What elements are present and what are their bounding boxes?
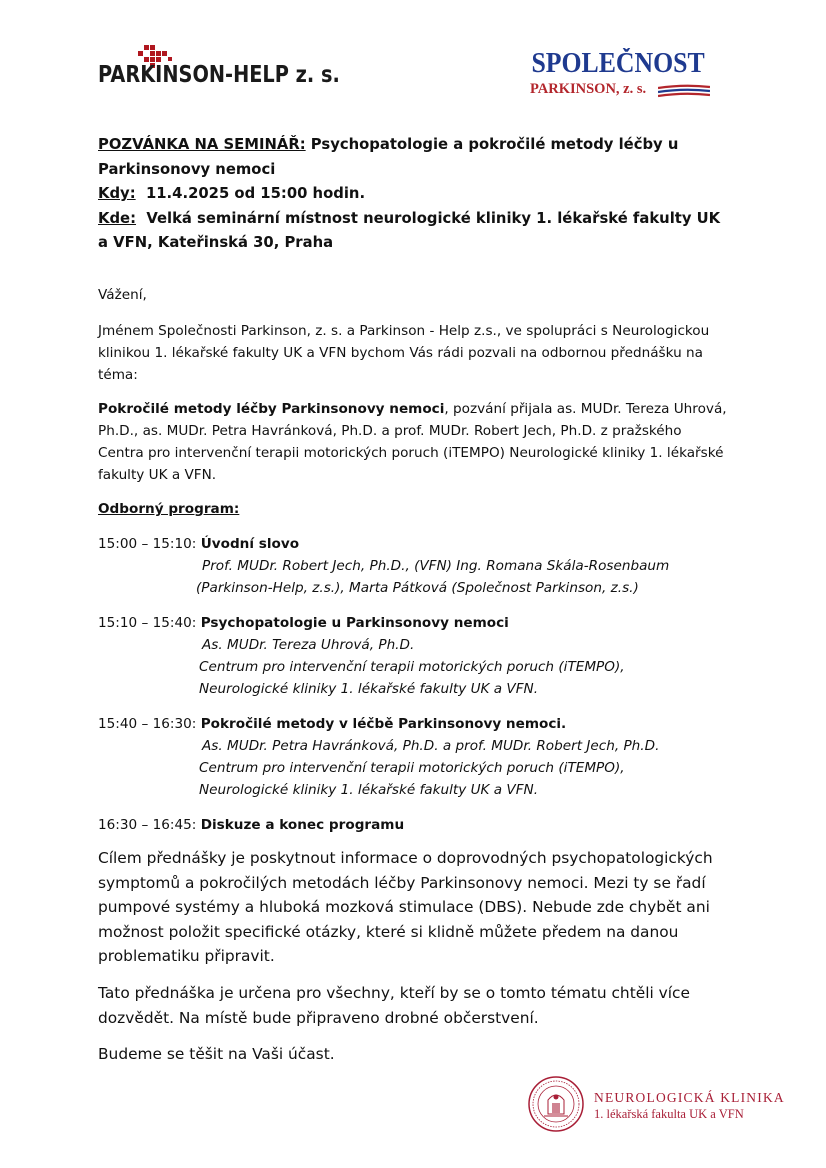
invitation-when bbox=[98, 182, 728, 207]
topic-paragraph bbox=[98, 398, 728, 486]
invitation-where bbox=[98, 207, 728, 256]
invitation-label: POZVÁNKA NA SEMINÁŘ: bbox=[98, 136, 306, 153]
program-item bbox=[98, 533, 728, 599]
program-title: Diskuze a konec programu bbox=[200, 816, 405, 833]
when-label: Kdy: bbox=[98, 185, 136, 203]
program-heading-text: Odborný program: bbox=[98, 500, 240, 517]
neurologicka-klinika-logo bbox=[528, 1076, 785, 1132]
program-time: 15:00 – 15:10: bbox=[98, 535, 197, 552]
invitation-title: Psychopatologie a pokročilé metody léčby u Parkinsonovy nemoci bbox=[98, 136, 679, 178]
intro-paragraph: Jménem Společnosti Parkinson, z. s. a Parkinson - Help z.s., ve spolupráci s Neurologickou klinikou 1. lékařské fakulty UK a VFN bychom Vás rádi pozvali na odbornou přednášku na téma: bbox=[98, 322, 710, 383]
invitation-title-line bbox=[98, 133, 728, 182]
greeting: Vážení, bbox=[98, 286, 147, 303]
program-detail-line: (Parkinson-Help, z.s.), Marta Pátková (Společnost Parkinson, z.s.) bbox=[196, 579, 639, 596]
parkinson-help-logo-text: PARKINSON-HELP z. s. bbox=[98, 62, 340, 88]
program-title: Úvodní slovo bbox=[200, 535, 300, 552]
where-value: Velká seminární místnost neurologické kliniky 1. lékařské fakulty UK a VFN, Kateřinská 30, Praha bbox=[98, 209, 721, 252]
spolecnost-parkinson-logo bbox=[524, 48, 710, 100]
program-title: Pokročilé metody v léčbě Parkinsonovy nemoci. bbox=[200, 715, 567, 732]
program-item bbox=[98, 612, 728, 700]
program-time: 15:10 – 15:40: bbox=[98, 614, 197, 631]
program-time: 15:40 – 16:30: bbox=[98, 715, 197, 732]
program-item bbox=[98, 814, 728, 836]
audience-paragraph: Tato přednáška je určena pro všechny, kteří by se o tomto tématu chtěli více dozvědět. Na místě bude připraveno drobné občerstvení. bbox=[98, 983, 690, 1027]
topic-rest: , pozvání přijala as. MUDr. Tereza Uhrová, Ph.D., as. MUDr. Petra Havránková, Ph.D. a prof. MUDr. Robert Jech, Ph.D. z pražského Centra pro intervenční terapii motorických poruch (iTEMPO) Neurologické kliniky 1. lékařské fakulty UK a VFN. bbox=[98, 400, 727, 483]
program-detail-line: Centrum pro intervenční terapii motorických poruch (iTEMPO), bbox=[199, 658, 625, 675]
closing-line: Budeme se těšit na Vaši účast. bbox=[98, 1045, 335, 1064]
program-detail-line: Prof. MUDr. Robert Jech, Ph.D., (VFN) Ing. Romana Skála-Rosenbaum bbox=[202, 557, 670, 574]
program-list bbox=[98, 533, 728, 836]
parkinson-help-logo bbox=[98, 44, 340, 100]
invitation-header bbox=[98, 133, 728, 256]
program-item bbox=[98, 713, 728, 801]
program-time: 16:30 – 16:45: bbox=[98, 816, 197, 833]
program-heading bbox=[98, 498, 728, 520]
university-seal-icon bbox=[528, 1076, 584, 1132]
when-value: 11.4.2025 od 15:00 hodin. bbox=[145, 185, 366, 203]
nk-logo-line2: 1. lékařská fakulta UK a VFN bbox=[594, 1107, 744, 1121]
program-title: Psychopatologie u Parkinsonovy nemoci bbox=[200, 614, 509, 631]
program-detail-line: As. MUDr. Petra Havránková, Ph.D. a prof. MUDr. Robert Jech, Ph.D. bbox=[202, 737, 660, 754]
where-label: Kde: bbox=[98, 209, 137, 227]
spolecnost-logo-line1: SPOLEČNOST bbox=[531, 48, 705, 79]
program-detail-line: Neurologické kliniky 1. lékařské fakulty UK a VFN. bbox=[199, 781, 539, 798]
flag-swoosh-icon bbox=[658, 84, 710, 98]
program-detail-line: Neurologické kliniky 1. lékařské fakulty UK a VFN. bbox=[199, 680, 539, 697]
program-detail-line: As. MUDr. Tereza Uhrová, Ph.D. bbox=[202, 636, 415, 653]
aim-paragraph: Cílem přednášky je poskytnout informace o doprovodných psychopatologických symptomů a pokročilých metodách léčby Parkinsonovy nemoci. Mezi ty se řadí pumpové systémy a hluboká mozková stimulace (DBS). Nebude zde chybět ani možnost položit specifické otázky, které si klidně můžete předem na danou problematiku připravit. bbox=[98, 848, 713, 966]
program-detail-line: Centrum pro intervenční terapii motorických poruch (iTEMPO), bbox=[199, 759, 625, 776]
spolecnost-logo-line2: PARKINSON, z. s. bbox=[530, 81, 647, 97]
invitation-document bbox=[98, 133, 728, 1067]
nk-logo-line1: NEUROLOGICKÁ KLINIKA bbox=[594, 1090, 785, 1105]
topic-bold: Pokročilé metody léčby Parkinsonovy nemoci bbox=[98, 400, 445, 417]
